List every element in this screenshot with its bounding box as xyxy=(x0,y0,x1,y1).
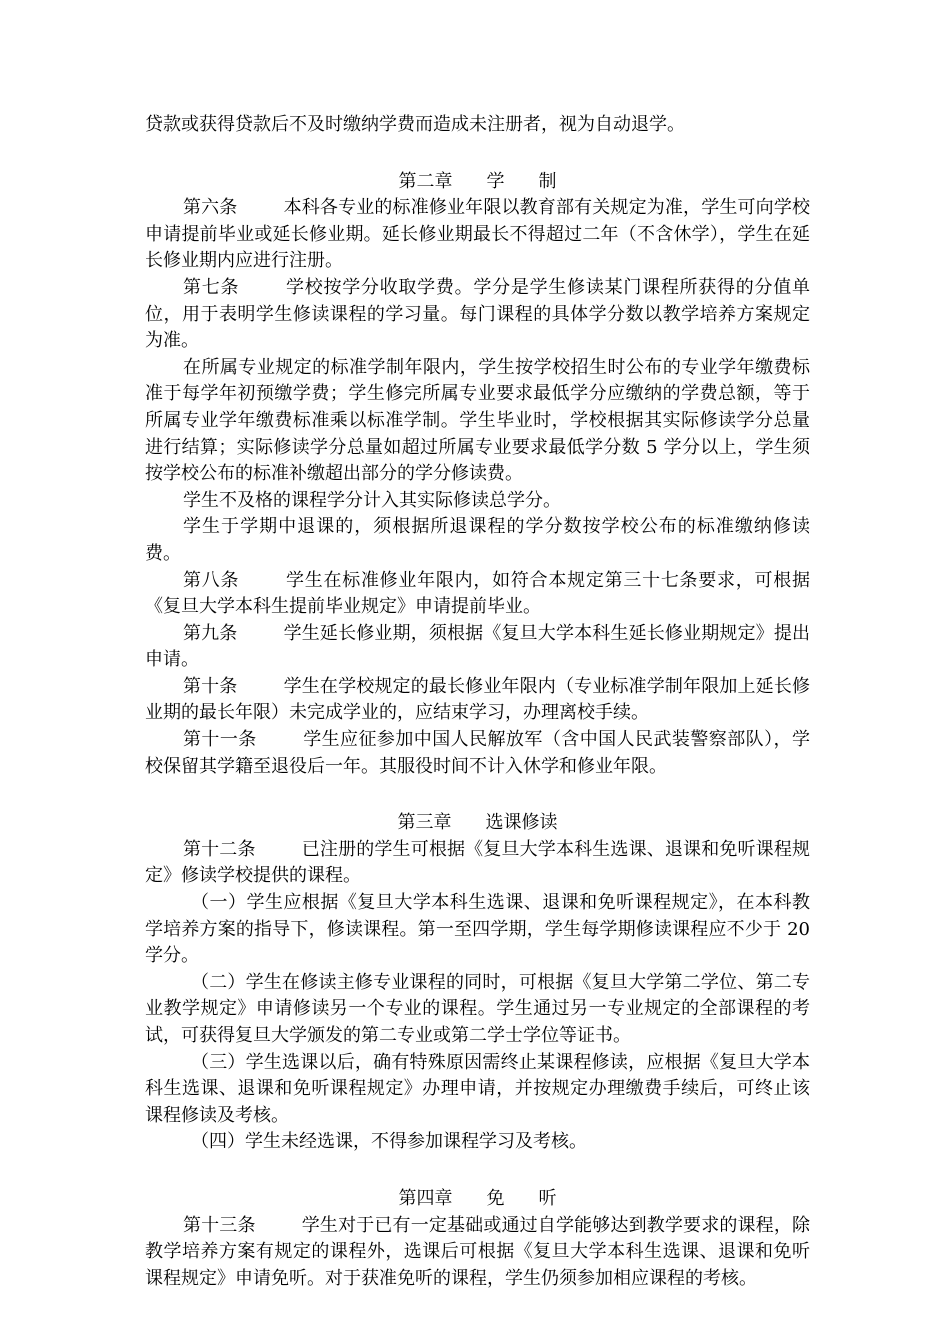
article-10 xyxy=(145,674,810,727)
chapter-4-title-a: 免 xyxy=(486,1187,505,1209)
article-9 xyxy=(145,621,810,674)
chapter-4-title-b: 听 xyxy=(538,1187,557,1209)
chapter-3-heading xyxy=(145,810,810,837)
article-11-text: 学生应征参加中国人民解放军（含中国人民武装警察部队），学校保留其学籍至退役后一年。其服役时间不计入休学和修业年限。 xyxy=(145,729,810,777)
article-9-text: 学生延长修业期，须根据《复旦大学本科生延长修业期规定》提出申请。 xyxy=(145,622,810,671)
chapter-3-number: 第三章 xyxy=(397,812,452,834)
article-12-item-2: （二）学生在修读主修专业课程的同时，可根据《复旦大学第二学位、第二专业教学规定》申请修读另一个专业的课程。学生通过另一专业规定的全部课程的考试，可获得复旦大学颁发的第二专业或第二学士学位等证书。 xyxy=(145,971,810,1046)
article-6-label: 第六条 xyxy=(183,197,238,219)
article-7-paragraph-b: 学生不及格的课程学分计入其实际修读总学分。 xyxy=(183,489,561,511)
article-13-text: 学生对于已有一定基础或通过自学能够达到教学要求的课程，除教学培养方案有规定的课程外，选课后可根据《复旦大学本科生选课、退课和免听课程规定》申请免听。对于获准免听的课程，学生仍须参加相应课程的考核。 xyxy=(145,1214,810,1289)
article-7-paragraph-c: 学生于学期中退课的，须根据所退课程的学分数按学校公布的标准缴纳修读费。 xyxy=(145,516,810,564)
article-13-label: 第十三条 xyxy=(183,1214,256,1236)
article-12-item-3: （三）学生选课以后，确有特殊原因需终止某课程修读，应根据《复旦大学本科生选课、退课和免听课程规定》办理申请，并按规定办理缴费手续后，可终止该课程修读及考核。 xyxy=(145,1051,810,1126)
chapter-2-title-a: 学 xyxy=(486,170,505,192)
article-12 xyxy=(145,837,810,890)
chapter-2-number: 第二章 xyxy=(398,170,453,192)
article-12-text: 已注册的学生可根据《复旦大学本科生选课、退课和免听课程规定》修读学校提供的课程。 xyxy=(145,838,810,887)
article-7-paragraph-a: 在所属专业规定的标准学制年限内，学生按学校招生时公布的专业学年缴费标准于每学年初预缴学费；学生修完所属专业要求最低学分应缴纳的学费总额，等于所属专业学年缴费标准乘以标准学制。学生毕业时，学校根据其实际修读学分总量进行结算；实际修读学分总量如超过所属专业要求最低学分数 5 学分以上，学生须按学校公布的标准补缴超出部分的学分修读费。 xyxy=(145,356,810,485)
article-8-text: 学生在标准修业年限内，如符合本规定第三十七条要求，可根据《复旦大学本科生提前毕业规定》申请提前毕业。 xyxy=(145,569,811,618)
article-10-label: 第十条 xyxy=(183,675,238,697)
article-12-item-4: （四）学生未经选课，不得参加课程学习及考核。 xyxy=(191,1131,587,1153)
chapter-4-number: 第四章 xyxy=(398,1187,453,1209)
article-13 xyxy=(145,1213,810,1293)
chapter-3-title: 选课修读 xyxy=(485,812,558,834)
article-7-text: 学校按学分收取学费。学分是学生修读某门课程所获得的分值单位，用于表明学生修读课程的学习量。每门课程的具体学分数以教学培养方案规定为准。 xyxy=(145,276,811,352)
article-8-label: 第八条 xyxy=(183,569,240,591)
article-11 xyxy=(145,727,810,780)
article-11-label: 第十一条 xyxy=(183,729,257,751)
article-6-text: 本科各专业的标准修业年限以教育部有关规定为准，学生可向学校申请提前毕业或延长修业期。延长修业期最长不得超过二年（不含休学），学生在延长修业期内应进行注册。 xyxy=(145,197,810,272)
article-12-label: 第十二条 xyxy=(183,838,256,860)
intro-paragraph: 贷款或获得贷款后不及时缴纳学费而造成未注册者，视为自动退学。 xyxy=(145,114,685,135)
article-7 xyxy=(145,275,810,355)
article-7-label: 第七条 xyxy=(183,276,240,298)
chapter-4-heading xyxy=(145,1186,810,1213)
document-page xyxy=(145,112,810,1292)
article-10-text: 学生在学校规定的最长修业年限内（专业标准学制年限加上延长修业期的最长年限）未完成学业的，应结束学习，办理离校手续。 xyxy=(145,675,810,724)
article-6 xyxy=(145,195,810,275)
article-9-label: 第九条 xyxy=(183,622,238,644)
chapter-2-title-b: 制 xyxy=(538,170,557,192)
chapter-2-heading xyxy=(145,169,810,196)
article-8 xyxy=(145,568,810,621)
article-12-item-1: （一）学生应根据《复旦大学本科生选课、退课和免听课程规定》，在本科教学培养方案的指导下，修读课程。第一至四学期，学生每学期修读课程应不少于 20 学分。 xyxy=(145,892,810,967)
